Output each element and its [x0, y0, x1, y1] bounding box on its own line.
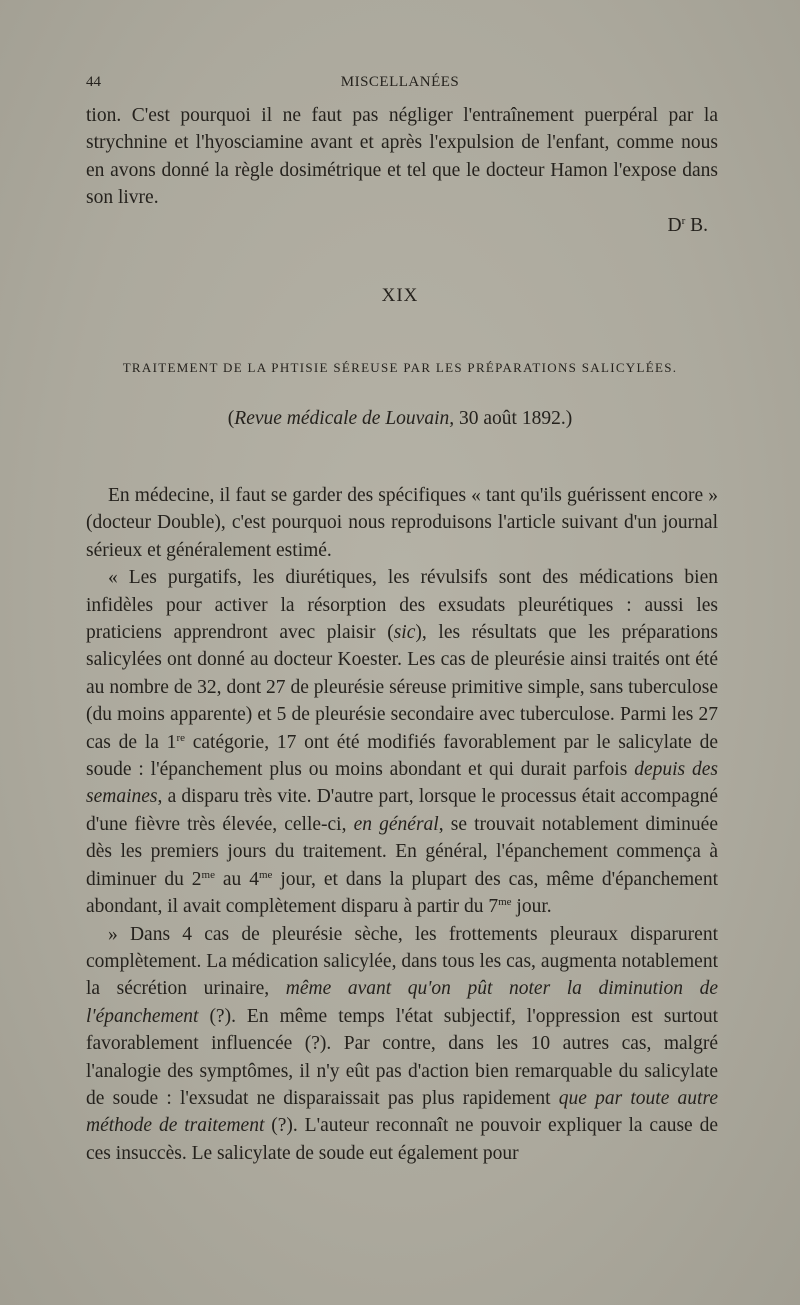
paragraph-2: « Les purgatifs, les diurétiques, les révulsifs sont des médications bien infidèles pour activer la résorption des exsudats pleurétiques : aussi les praticiens apprendront avec plaisir (sic), les résultats que les préparations salicylées ont donné au docteur Koester. Les cas de pleurésie ainsi traités ont été au nombre de 32, dont 27 de pleurésie séreuse primitive simple, sans tuberculose (du moins apparente) et 5 de pleurésie secondaire avec tuberculose. Parmi les 27 cas de la 1re catégorie, 17 ont été modifiés favorablement par le salicylate de soude : l'épanchement plus ou moins abondant et qui durait parfois depuis des semaines, a disparu très vite. D'autre part, lorsque le processus était accompagné d'une fièvre très élevée, celle-ci, en général, se trouvait notablement diminuée dès les premiers jours du traitement. En général, l'épanchement commença à diminuer du $2^{me}$ au $4^{me}$ jour, et dans la plupart des cas, même d'épanchement abondant, il avait complètement disparu à partir du $7^{me}$ jour.	[86, 567, 719, 918]
article-source	[0, 408, 800, 430]
article-body	[86, 482, 718, 1167]
paragraph-3: » Dans 4 cas de pleurésie sèche, les frottements pleuraux disparurent complètement. La médication salicylée, dans tous les cas, augmenta notablement la sécrétion urinaire, même avant qu'on pût noter la diminution de l'épanchement (?). En même temps l'état subjectif, l'oppression est surtout favorablement influencée (?). Par contre, dans les 10 autres cas, malgré l'analogie des symptômes, il n'y eût pas d'action bien remarquable du salicylate de soude : l'exsudat ne disparaissait pas plus rapidement que par toute autre méthode de traitement (?). L'auteur reconnaît ne pouvoir expliquer la cause de ces insuccès. Le salicylate de soude eut également pour	[86, 923, 719, 1164]
signature-prefix: D	[667, 214, 682, 236]
source-date: 30 août 1892.)	[454, 408, 573, 429]
page-number: 44	[86, 74, 101, 90]
continuation-paragraph: tion. C'est pourquoi il ne faut pas négliger l'entraînement puerpéral par la strychnine et l'hyosciamine avant et après l'expulsion de l'enfant, comme nous en avons donné la règle dosimétrique et tel que le docteur Hamon l'expose dans son livre.	[86, 105, 718, 209]
article-title: TRAITEMENT DE LA PHTISIE SÉREUSE PAR LES PRÉPARATIONS SALICYLÉES.	[122, 360, 678, 375]
source-open: (	[227, 408, 235, 429]
source-journal: Revue médicale de Louvain,	[234, 408, 455, 429]
signature	[86, 212, 718, 239]
continuation-block	[86, 102, 718, 239]
signature-superscript: r	[681, 214, 686, 227]
signature-rest: B.	[685, 214, 708, 236]
running-title: MISCELLANÉES	[340, 74, 460, 90]
section-number: XIX	[381, 285, 419, 306]
intro-paragraph: En médecine, il faut se garder des spécifiques « tant qu'ils guérissent encore » (docteur Double), c'est pourquoi nous reproduisons l'article suivant d'un journal sérieux et généralement estimé.	[86, 485, 718, 561]
